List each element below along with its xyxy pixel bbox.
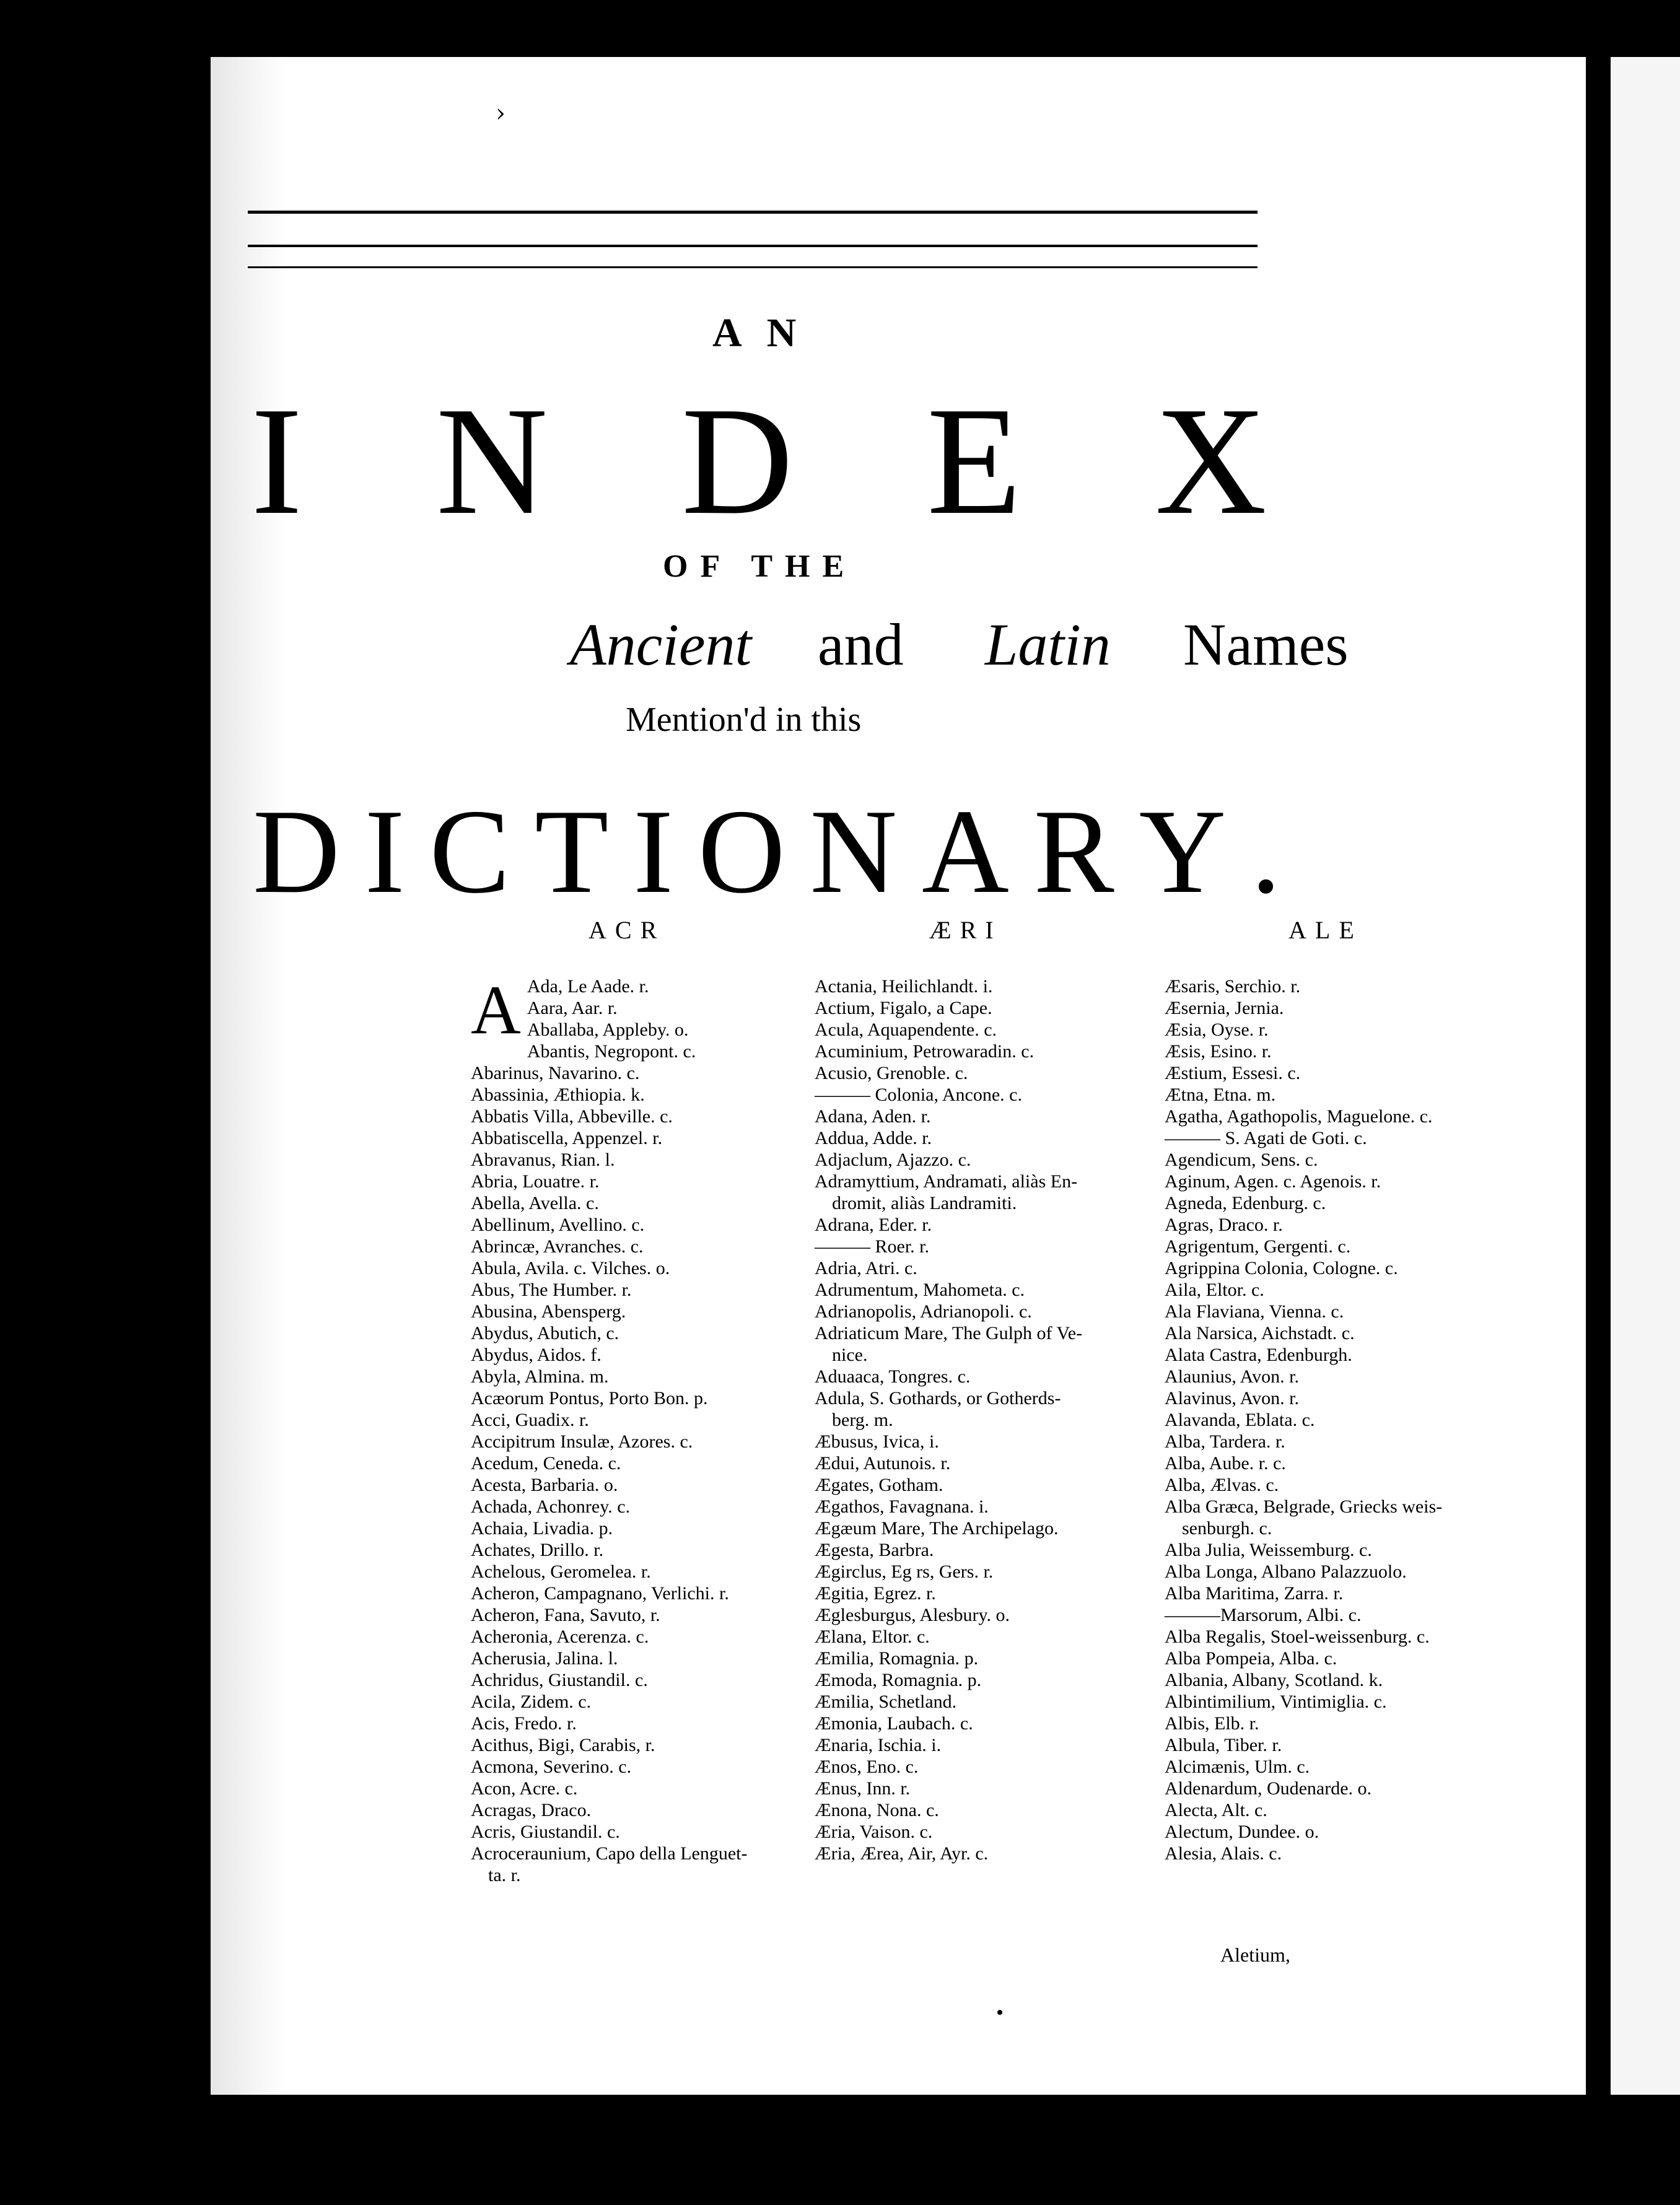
index-entry: Ægirclus, Eg rs, Gers. r. xyxy=(815,1561,994,1582)
index-entry: Adrianopolis, Adrianopoli. c. xyxy=(815,1301,1032,1322)
index-entry: Æbusus, Ivica, i. xyxy=(815,1431,939,1452)
index-column-3 xyxy=(1165,976,1512,1864)
index-entry: Acheronia, Acerenza. c. xyxy=(471,1626,649,1647)
index-entry: Acroceraunium, Capo della Lenguet- xyxy=(471,1843,748,1864)
index-entry: Actania, Heilichlandt. i. xyxy=(815,976,993,997)
left-scan-border xyxy=(0,0,217,2205)
index-entry: Aila, Eltor. c. xyxy=(1165,1280,1264,1300)
index-entry: Addua, Adde. r. xyxy=(815,1128,932,1148)
page-edge-shadow xyxy=(211,57,285,2095)
dict-letter: R xyxy=(1033,785,1114,919)
index-entry: Abantis, Negropont. c. xyxy=(527,1041,696,1062)
index-entry: Æmonia, Laubach. c. xyxy=(815,1713,973,1734)
index-entry: Ægesta, Barbra. xyxy=(815,1540,934,1560)
index-entry: Alesia, Alais. c. xyxy=(1165,1843,1282,1864)
index-entry: Achaia, Livadia. p. xyxy=(471,1518,613,1539)
index-entry: Ælana, Eltor. c. xyxy=(815,1626,930,1647)
index-entry: Æsaris, Serchio. r. xyxy=(1165,976,1301,997)
index-entry: Adriaticum Mare, The Gulph of Ve- xyxy=(815,1323,1083,1343)
index-entry: Aara, Aar. r. xyxy=(527,998,618,1018)
index-entry: Abusina, Abensperg. xyxy=(471,1301,626,1322)
index-entry: Acæorum Pontus, Porto Bon. p. xyxy=(471,1388,708,1408)
index-entry: Albula, Tiber. r. xyxy=(1165,1735,1282,1755)
dict-letter: I xyxy=(364,785,405,919)
index-letter: N xyxy=(435,375,548,547)
index-entry: Alba Regalis, Stoel-weissenburg. c. xyxy=(1165,1626,1430,1647)
index-column-2 xyxy=(815,976,1162,1864)
index-entry: Acmona, Severino. c. xyxy=(471,1757,632,1777)
index-entry: Æstium, Essesi. c. xyxy=(1165,1063,1301,1083)
index-entry: Alba Julia, Weissemburg. c. xyxy=(1165,1540,1372,1560)
index-entry: Abellinum, Avellino. c. xyxy=(471,1215,645,1235)
index-entry: Abydus, Aidos. f. xyxy=(471,1345,602,1365)
index-entry: Ænaria, Ischia. i. xyxy=(815,1735,942,1755)
index-entry: Ænos, Eno. c. xyxy=(815,1757,919,1777)
index-entry: Albintimilium, Vintimiglia. c. xyxy=(1165,1692,1387,1712)
index-entry: Ætna, Etna. m. xyxy=(1165,1085,1276,1105)
index-entry: Alba Pompeia, Alba. c. xyxy=(1165,1648,1337,1669)
index-entry: Achelous, Geromelea. r. xyxy=(471,1561,651,1582)
index-entry: Agrigentum, Gergenti. c. xyxy=(1165,1236,1351,1257)
title-of-the: OF THE xyxy=(663,549,857,584)
index-entry: Acheron, Fana, Savuto, r. xyxy=(471,1605,660,1625)
index-entry: Alavinus, Avon. r. xyxy=(1165,1388,1299,1408)
title-dictionary xyxy=(253,787,1281,917)
index-entry: Acheron, Campagnano, Verlichi. r. xyxy=(471,1583,729,1604)
index-entry: Aballaba, Appleby. o. xyxy=(527,1020,689,1040)
index-entry: Acris, Giustandil. c. xyxy=(471,1822,620,1842)
top-rule-1 xyxy=(248,245,1258,247)
index-entry: Abrincæ, Avranches. c. xyxy=(471,1236,644,1257)
catchword: Aletium, xyxy=(1220,1944,1290,1966)
index-entry: Alba Longa, Albano Palazzuolo. xyxy=(1165,1561,1407,1582)
index-entry: Adrana, Eder. r. xyxy=(815,1215,932,1235)
index-entry: Alata Castra, Edenburgh. xyxy=(1165,1345,1352,1365)
index-entry: Ægates, Gotham. xyxy=(815,1475,943,1495)
index-entry: Æmilia, Schetland. xyxy=(815,1692,957,1712)
index-entry: ——— Colonia, Ancone. c. xyxy=(815,1085,1022,1105)
index-entry: Albania, Albany, Scotland. k. xyxy=(1165,1670,1383,1690)
index-entry: Ænona, Nona. c. xyxy=(815,1800,939,1820)
index-entry: Agatha, Agathopolis, Maguelone. c. xyxy=(1165,1106,1433,1127)
index-letter: D xyxy=(681,375,794,547)
index-entry: Acithus, Bigi, Carabis, r. xyxy=(471,1735,655,1755)
index-entry: Albis, Elb. r. xyxy=(1165,1713,1259,1734)
index-entry: Acuminium, Petrowaradin. c. xyxy=(815,1041,1035,1062)
title-an: AN xyxy=(712,310,821,356)
index-entry: Acila, Zidem. c. xyxy=(471,1692,592,1712)
index-entry: Abassinia, Æthiopia. k. xyxy=(471,1085,645,1105)
index-entry: nice. xyxy=(832,1345,868,1365)
index-entry: Æmoda, Romagnia. p. xyxy=(815,1670,982,1690)
index-entry: Aduaaca, Tongres. c. xyxy=(815,1366,971,1387)
title-mention: Mention'd in this xyxy=(626,701,862,739)
index-entry: Acula, Aquapendente. c. xyxy=(815,1020,997,1040)
index-entry: Alba Maritima, Zarra. r. xyxy=(1165,1583,1344,1604)
index-entry: Agras, Draco. r. xyxy=(1165,1215,1283,1235)
index-entry: Adjaclum, Ajazzo. c. xyxy=(815,1150,971,1170)
index-entry: Æglesburgus, Alesbury. o. xyxy=(815,1605,1010,1625)
index-entry: Æsernia, Jernia. xyxy=(1165,998,1284,1018)
index-letter: E xyxy=(927,375,1022,547)
dict-letter: C xyxy=(429,785,510,919)
index-entry: ———Marsorum, Albi. c. xyxy=(1165,1605,1362,1625)
index-entry: Ala Flaviana, Vienna. c. xyxy=(1165,1301,1344,1322)
index-entry: berg. m. xyxy=(832,1410,893,1430)
index-entry: Alba, Tardera. r. xyxy=(1165,1431,1285,1452)
index-entry: Agendicum, Sens. c. xyxy=(1165,1150,1318,1170)
index-entry: Acesta, Barbaria. o. xyxy=(471,1475,618,1495)
title-index xyxy=(251,375,1267,547)
index-entry: ta. r. xyxy=(488,1865,521,1885)
index-entry: Alba, Ælvas. c. xyxy=(1165,1475,1279,1495)
index-entry: Abyla, Almina. m. xyxy=(471,1366,609,1387)
top-rule-thick xyxy=(248,211,1258,214)
index-entry: Achada, Achonrey. c. xyxy=(471,1496,631,1517)
index-entry: Ada, Le Aade. r. xyxy=(527,976,649,997)
dict-letter: I xyxy=(633,785,674,919)
page-mark: › xyxy=(496,99,505,128)
index-entry: Alavanda, Eblata. c. xyxy=(1165,1410,1315,1430)
dict-letter: T xyxy=(535,785,609,919)
dict-letter: N xyxy=(810,785,898,919)
index-entry: Ægæum Mare, The Archipelago. xyxy=(815,1518,1059,1539)
index-entry: Adria, Atri. c. xyxy=(815,1258,917,1278)
index-entry: Ægathos, Favagnana. i. xyxy=(815,1496,989,1517)
index-entry: Abus, The Humber. r. xyxy=(471,1280,632,1300)
index-entry: Ala Narsica, Aichstadt. c. xyxy=(1165,1323,1355,1343)
adjacent-page-edge xyxy=(1611,57,1680,2095)
dict-letter: A xyxy=(922,785,1009,919)
index-entry: Alba, Aube. r. c. xyxy=(1165,1453,1286,1474)
index-entry: ——— Roer. r. xyxy=(815,1236,929,1257)
index-entry: Acragas, Draco. xyxy=(471,1800,592,1820)
index-entry: Alectum, Dundee. o. xyxy=(1165,1822,1319,1842)
index-entry: Agneda, Edenburg. c. xyxy=(1165,1193,1326,1213)
index-entry: Abydus, Abutich, c. xyxy=(471,1323,619,1343)
index-entry: Adula, S. Gothards, or Gotherds- xyxy=(815,1388,1061,1408)
index-entry: Acon, Acre. c. xyxy=(471,1778,578,1799)
index-entry: Adrumentum, Mahometa. c. xyxy=(815,1280,1025,1300)
index-entry: Abravanus, Rian. l. xyxy=(471,1150,615,1170)
index-entry: Ænus, Inn. r. xyxy=(815,1778,911,1799)
index-column-1 xyxy=(471,972,793,1886)
page-dot xyxy=(997,2010,1002,2015)
index-entry: Achridus, Giustandil. c. xyxy=(471,1670,648,1690)
column-head-2: ÆRI xyxy=(929,916,1002,944)
index-entry: Alaunius, Avon. r. xyxy=(1165,1366,1299,1387)
dict-letter: Y xyxy=(1139,785,1227,919)
index-entry: Aginum, Agen. c. Agenois. r. xyxy=(1165,1171,1381,1192)
index-entry: Agrippina Colonia, Cologne. c. xyxy=(1165,1258,1398,1278)
index-entry: senburgh. c. xyxy=(1182,1518,1272,1539)
index-entry: ——— S. Agati de Goti. c. xyxy=(1165,1128,1367,1148)
dict-letter: D xyxy=(253,785,340,919)
index-entry: Acedum, Ceneda. c. xyxy=(471,1453,621,1474)
index-entry: Alcimænis, Ulm. c. xyxy=(1165,1757,1310,1777)
index-entry: Alecta, Alt. c. xyxy=(1165,1800,1267,1820)
index-entry: Acusio, Grenoble. c. xyxy=(815,1063,968,1083)
index-entry: Acherusia, Jalina. l. xyxy=(471,1648,618,1669)
index-entry: Abella, Avella. c. xyxy=(471,1193,599,1213)
index-entry: Ædui, Autunois. r. xyxy=(815,1453,951,1474)
index-entry: Abria, Louatre. r. xyxy=(471,1171,600,1192)
index-entry: Æria, Vaison. c. xyxy=(815,1822,933,1842)
index-entry: Ægitia, Egrez. r. xyxy=(815,1583,936,1604)
dict-letter: O xyxy=(698,785,785,919)
index-entry: Abula, Avila. c. Vilches. o. xyxy=(471,1258,670,1278)
index-entry: Æsis, Esino. r. xyxy=(1165,1041,1272,1062)
column-head-1: ACR xyxy=(588,916,666,944)
index-entry: Adramyttium, Andramati, aliàs En- xyxy=(815,1171,1078,1192)
index-entry: Æsia, Oyse. r. xyxy=(1165,1020,1269,1040)
index-entry: Abbatis Villa, Abbeville. c. xyxy=(471,1106,673,1127)
index-letter: I xyxy=(251,375,303,547)
index-entry: Achates, Drillo. r. xyxy=(471,1540,604,1560)
index-entry: Abbatiscella, Appenzel. r. xyxy=(471,1128,663,1148)
title-word-names: Names xyxy=(1183,611,1349,678)
column-head-3: ALE xyxy=(1288,916,1363,944)
index-entry: Alba Græca, Belgrade, Griecks weis- xyxy=(1165,1496,1443,1517)
index-entry: Aldenardum, Oudenarde. o. xyxy=(1165,1778,1372,1799)
top-rule-2 xyxy=(248,266,1258,268)
title-word-ancient: Ancient xyxy=(570,611,752,678)
index-letter: X xyxy=(1155,375,1267,547)
dict-letter: . xyxy=(1251,785,1281,919)
index-entry: Abarinus, Navarino. c. xyxy=(471,1063,640,1083)
index-entry: dromit, aliàs Landramiti. xyxy=(832,1193,1017,1213)
gutter xyxy=(1586,57,1604,2095)
index-entry: Æria, Ærea, Air, Ayr. c. xyxy=(815,1843,989,1864)
index-entry: Actium, Figalo, a Cape. xyxy=(815,998,992,1018)
title-word-and: and xyxy=(818,611,904,678)
index-entry: Æmilia, Romagnia. p. xyxy=(815,1648,979,1669)
index-entry: Adana, Aden. r. xyxy=(815,1106,931,1127)
index-entry: Accipitrum Insulæ, Azores. c. xyxy=(471,1431,693,1452)
index-entry: Acci, Guadix. r. xyxy=(471,1410,589,1430)
title-word-latin: Latin xyxy=(985,611,1111,678)
index-entry: Acis, Fredo. r. xyxy=(471,1713,577,1734)
drop-cap: A xyxy=(471,972,521,1049)
